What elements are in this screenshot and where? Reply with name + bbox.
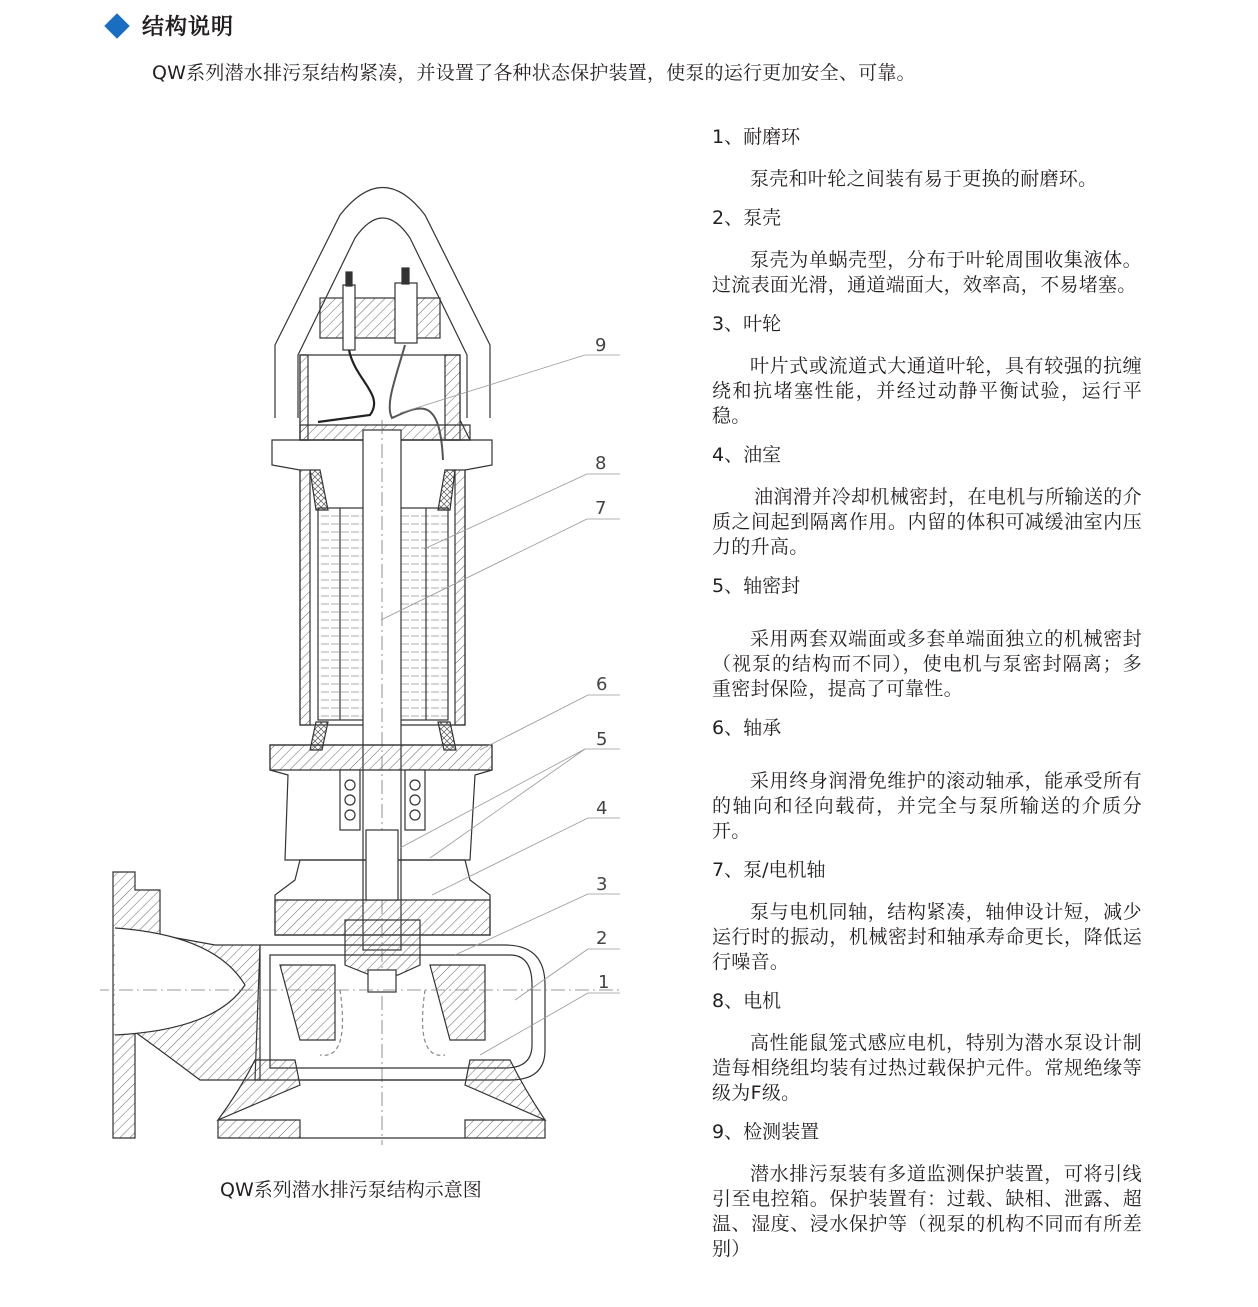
spec-title: 1、耐磨环 xyxy=(712,126,801,148)
spec-title: 5、轴密封 xyxy=(712,575,801,597)
spec-title: 4、油室 xyxy=(712,444,782,466)
figure-caption: QW系列潜水排污泵结构示意图 xyxy=(220,1179,482,1201)
spec-body: 泵壳和叶轮之间装有易于更换的耐磨环。 xyxy=(750,168,1098,190)
spec-title: 8、电机 xyxy=(712,990,782,1012)
callout-3: 3 xyxy=(596,874,608,895)
spec-body: 泵壳为单蜗壳型，分布于叶轮周围收集液体。过流表面光滑，通道端面大，效率高，不易堵塞。 xyxy=(712,249,1142,296)
callout-8: 8 xyxy=(595,453,607,474)
section-title: 结构说明 xyxy=(142,15,235,40)
spec-item-pump-casing xyxy=(712,205,1142,298)
spec-item-oil-chamber xyxy=(712,442,1142,560)
callout-1: 1 xyxy=(598,972,610,993)
spec-title: 3、叶轮 xyxy=(712,313,782,335)
spec-item-shaft-seal xyxy=(712,573,1142,702)
spec-body: 采用两套双端面或多套单端面独立的机械密封（视泵的结构而不同），使电机与泵密封隔离；多重密封保险，提高了可靠性。 xyxy=(712,628,1142,700)
spec-item-monitoring xyxy=(712,1119,1142,1262)
spec-body: 高性能鼠笼式感应电机，特别为潜水泵设计制造每相绕组均装有过热过载保护元件。常规绝缘等级为F级。 xyxy=(712,1032,1142,1104)
spec-item-impeller xyxy=(712,311,1142,429)
spec-body: 叶片式或流道式大通道叶轮，具有较强的抗缠绕和抗堵塞性能，并经过动静平衡试验，运行平稳。 xyxy=(712,355,1142,427)
callout-4: 4 xyxy=(596,798,608,819)
callout-6: 6 xyxy=(596,674,608,695)
callout-labels xyxy=(595,335,609,993)
spec-item-shaft xyxy=(712,857,1142,975)
diamond-icon xyxy=(104,13,129,38)
callout-5: 5 xyxy=(596,729,608,750)
spec-item-wear-ring xyxy=(712,124,1142,192)
spec-title: 2、泵壳 xyxy=(712,207,782,229)
section-header xyxy=(104,10,234,41)
intro-paragraph: QW系列潜水排污泵结构紧凑，并设置了各种状态保护装置，使泵的运行更加安全、可靠。 xyxy=(152,62,916,84)
callout-9: 9 xyxy=(595,335,607,356)
spec-body: 潜水排污泵装有多道监测保护装置，可将引线引至电控箱。保护装置有：过载、缺相、泄露、超温、湿度、浸水保护等（视泵的机构不同而有所差别） xyxy=(712,1163,1142,1260)
spec-title: 9、检测装置 xyxy=(712,1121,820,1143)
spec-item-motor xyxy=(712,988,1142,1106)
spec-list xyxy=(712,124,1142,1275)
spec-body: 采用终身润滑免维护的滚动轴承，能承受所有的轴向和径向载荷，并完全与泵所输送的介质分开。 xyxy=(712,770,1142,842)
spec-title: 7、泵/电机轴 xyxy=(712,859,826,881)
callout-2: 2 xyxy=(596,928,608,949)
spec-title: 6、轴承 xyxy=(712,717,782,739)
pump-cross-section-diagram xyxy=(100,180,640,1180)
callout-7: 7 xyxy=(595,498,607,519)
spec-body: 泵与电机同轴，结构紧凑，轴伸设计短，减少运行时的振动，机械密封和轴承寿命更长，降低运行噪音。 xyxy=(712,901,1142,973)
spec-body: 油润滑并冷却机械密封，在电机与所输送的介质之间起到隔离作用。内留的体积可减缓油室内压力的升高。 xyxy=(712,486,1142,558)
spec-item-bearing xyxy=(712,715,1142,844)
